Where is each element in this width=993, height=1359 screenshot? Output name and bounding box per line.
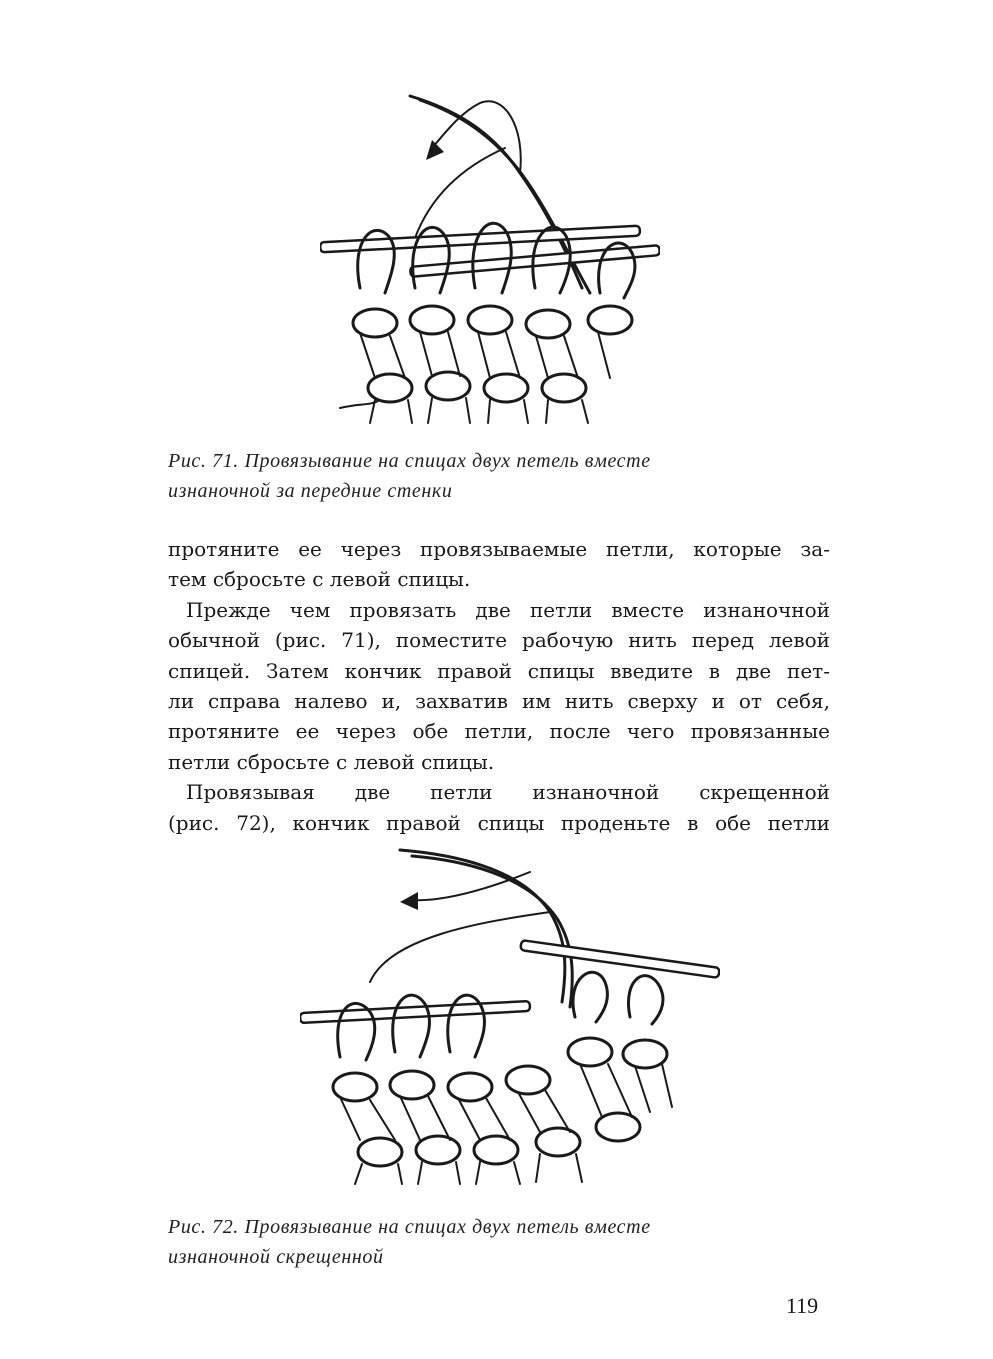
text-line: спицей. Затем кончик правой спицы введите в две пет- xyxy=(168,658,830,683)
figure-72-illustration xyxy=(300,842,720,1187)
knitting-needles-crossed-icon xyxy=(300,842,720,1187)
text-line: (рис. 72), кончик правой спицы проденьте в обе петли xyxy=(168,810,830,835)
text-line: протяните ее через провязываемые петли, которые за- xyxy=(168,537,830,561)
caption-line: Рис. 71. Провязывание на спицах двух петель вместе xyxy=(168,450,651,472)
text-line: Прежде чем провязать две петли вместе изнаночной xyxy=(186,597,830,622)
figure-71-caption xyxy=(168,446,808,506)
figure-72-caption xyxy=(168,1212,808,1272)
text-line: протяните ее через обе петли, после чего провязанные xyxy=(168,719,830,744)
text-line: Провязывая две петли изнаночной скрещенной xyxy=(186,780,830,805)
text-line: петли сбросьте с левой спицы. xyxy=(168,749,495,774)
caption-line: изнаночной скрещенной xyxy=(168,1246,384,1268)
page-number: 119 xyxy=(786,1293,819,1318)
knitting-needles-icon xyxy=(320,88,660,428)
caption-line: Рис. 72. Провязывание на спицах двух петель вместе xyxy=(168,1216,651,1238)
caption-line: изнаночной за передние стенки xyxy=(168,480,453,502)
body-paragraphs xyxy=(168,534,830,838)
text-line: обычной (рис. 71), поместите рабочую нить перед левой xyxy=(168,628,830,653)
text-line: ли справа налево и, захватив им нить сверху и от себя, xyxy=(168,689,830,714)
figure-71-illustration xyxy=(320,88,660,428)
text-line: тем сбросьте с левой спицы. xyxy=(168,567,471,592)
